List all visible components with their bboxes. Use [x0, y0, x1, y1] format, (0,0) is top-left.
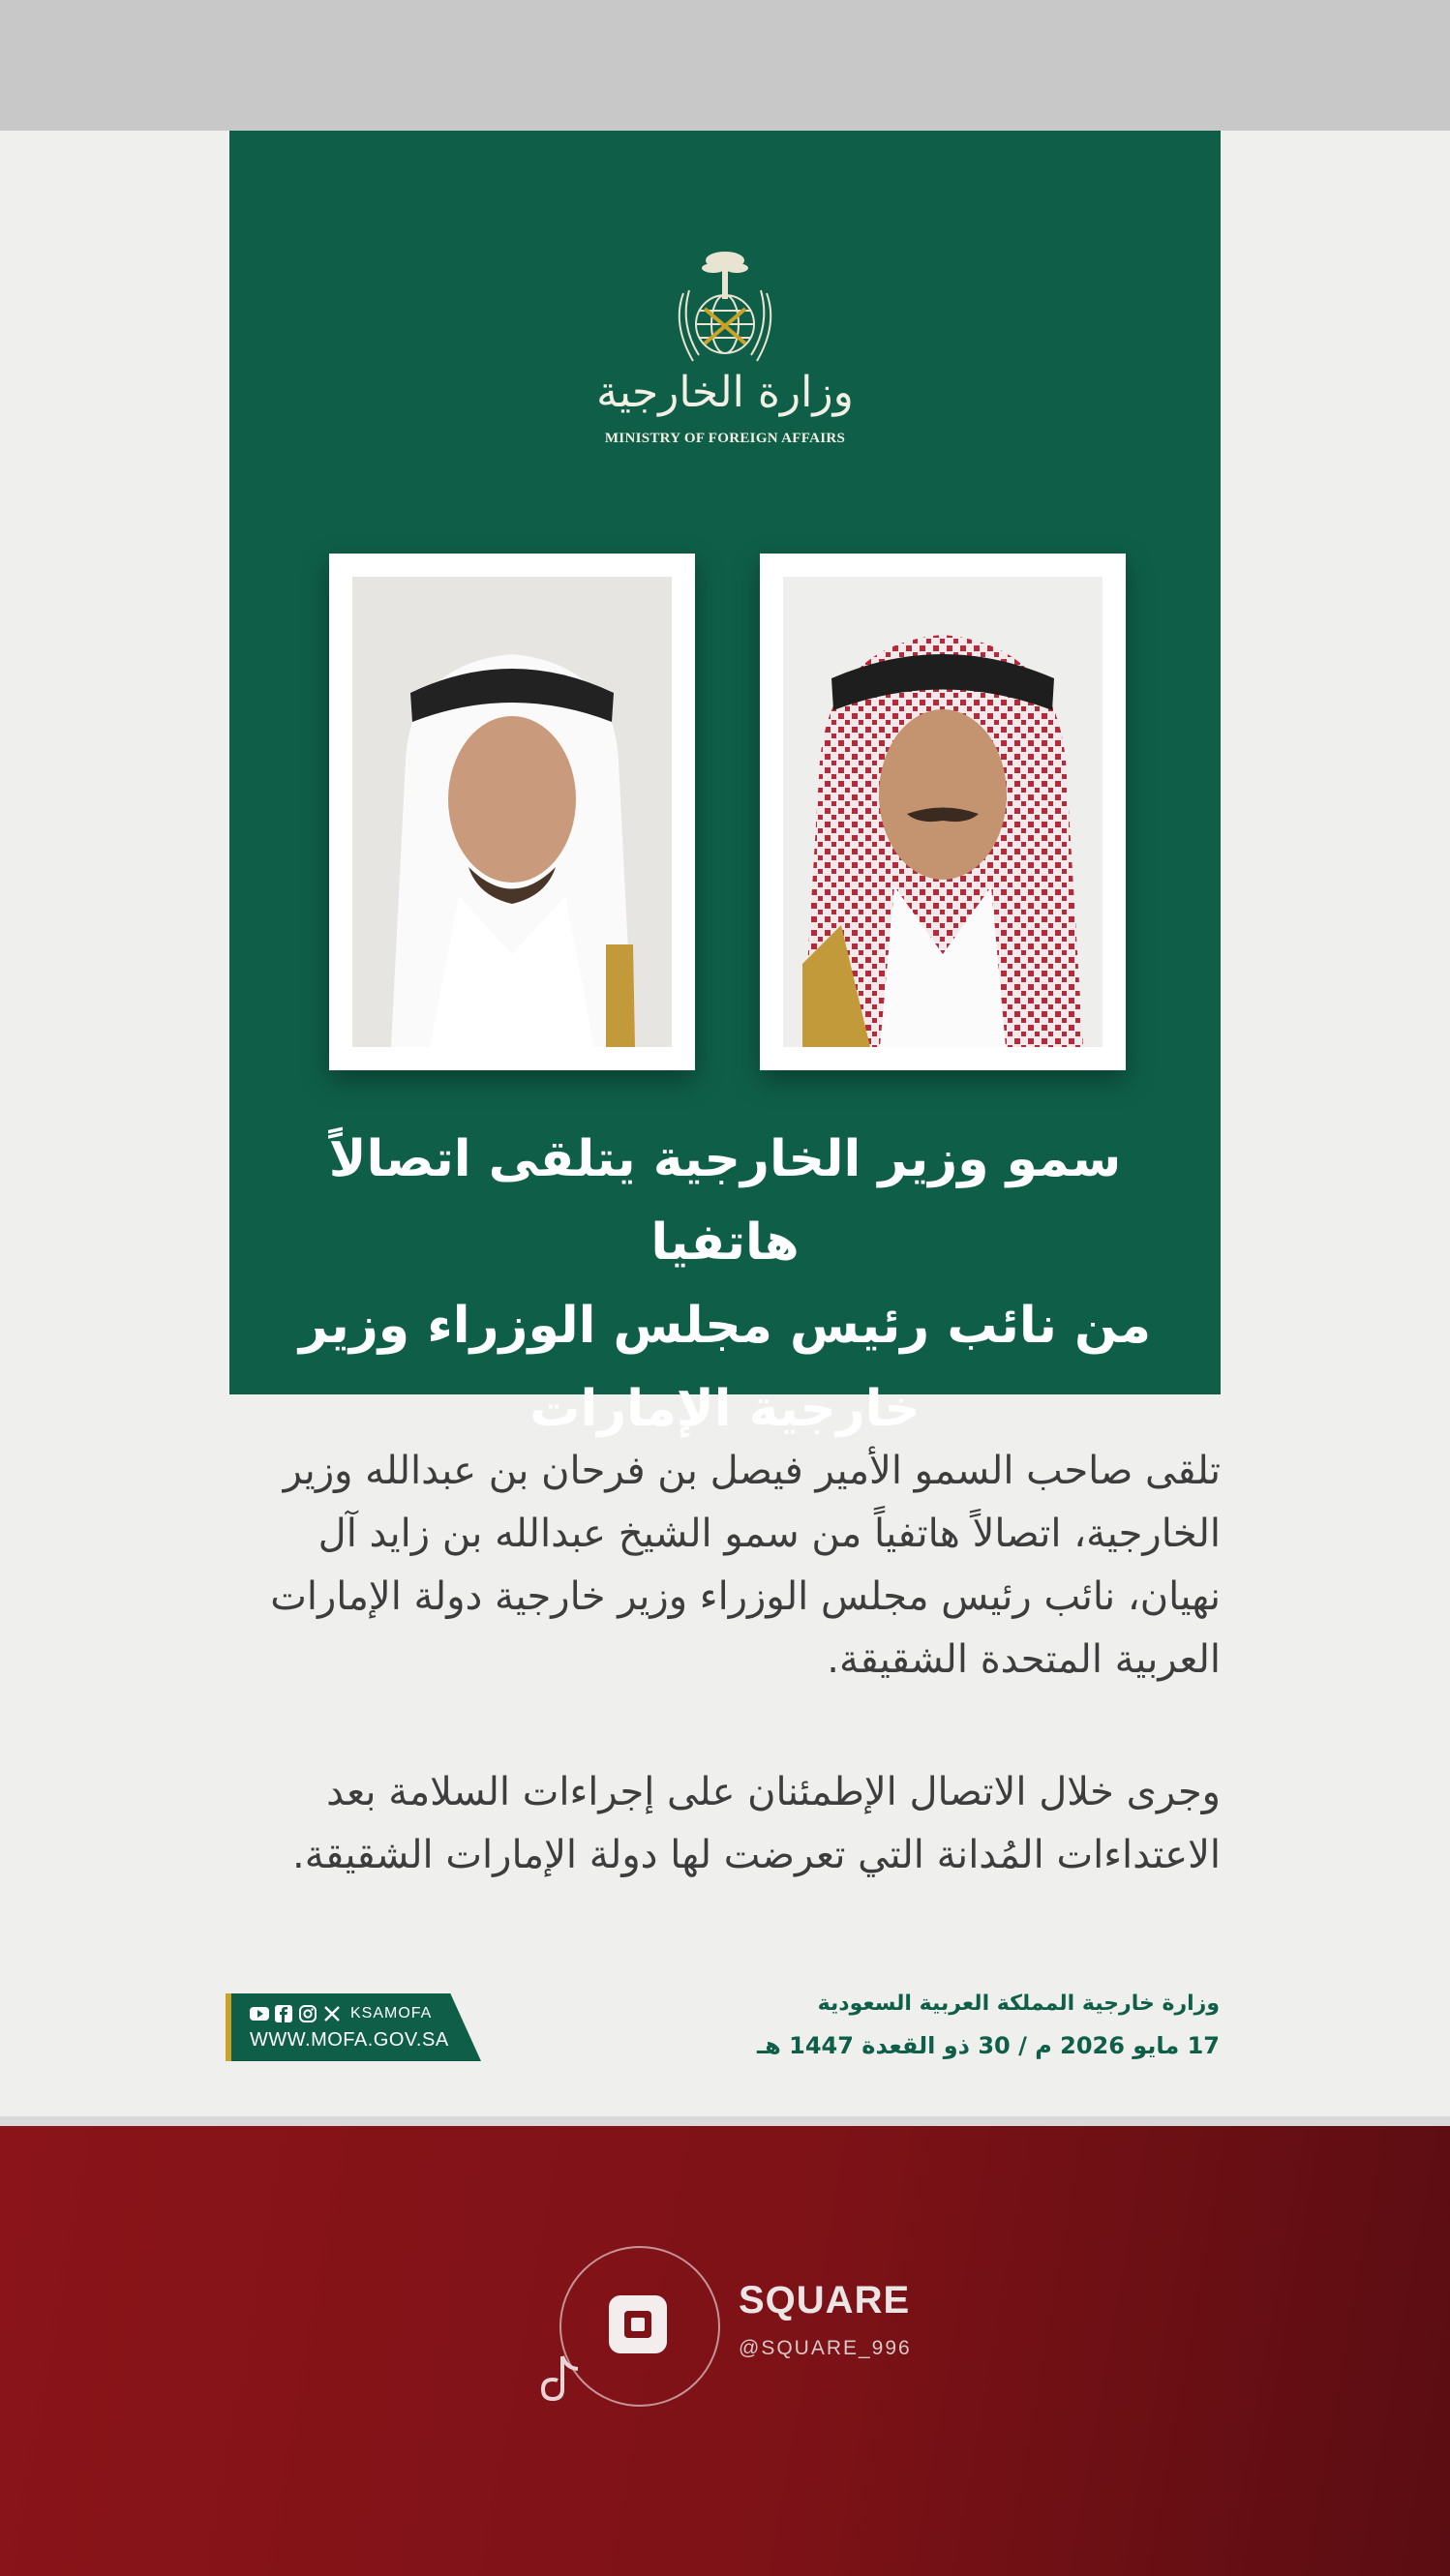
social-icons-row [250, 2002, 432, 2025]
portrait-photo [352, 577, 672, 1047]
website-link[interactable]: WWW.MOFA.GOV.SA [250, 2029, 449, 2051]
body-paragraph-2: وجرى خلال الاتصال الإطمئنان على إجراءات السلامة بعد الاعتداءات المُدانة التي تعرضت لها دولة الإمارات الشقيقة. [291, 1770, 1221, 1877]
divider [0, 2116, 1450, 2126]
x-icon[interactable] [322, 2004, 342, 2023]
ministry-emblem-icon [660, 247, 790, 373]
brand-footer [0, 2126, 1450, 2576]
brand-handle: @SQUARE_996 [739, 2337, 912, 2359]
body-paragraph-1: تلقى صاحب السمو الأمير فيصل بن فرحان بن عبدالله وزير الخارجية، اتصالاً هاتفياً من سمو الشيخ عبدالله بن زايد آل نهيان، نائب رئيس مجلس الوزراء وزير خارجية دولة الإمارات العربية المتحدة الشقيقة. [270, 1449, 1221, 1682]
portrait-frame-uae-minister [329, 554, 695, 1070]
ministry-name-arabic: وزارة الخارجية [596, 368, 854, 417]
headline [268, 1118, 1182, 1451]
brand-name: SQUARE [739, 2279, 911, 2321]
ministry-name-english: MINISTRY OF FOREIGN AFFAIRS [604, 431, 846, 446]
youtube-icon[interactable] [250, 2004, 269, 2023]
instagram-icon[interactable] [298, 2004, 317, 2023]
publication-date: 17 مايو 2026 م / 30 ذو القعدة 1447 هـ [756, 2032, 1220, 2059]
facebook-icon[interactable] [274, 2004, 293, 2023]
portrait-photo [783, 577, 1103, 1047]
top-bar [0, 0, 1450, 131]
tiktok-icon[interactable] [537, 2352, 586, 2407]
square-logo-icon[interactable] [607, 2293, 669, 2355]
headline-line: من نائب رئيس مجلس الوزراء وزير [298, 1297, 1152, 1355]
header-card [229, 131, 1221, 1438]
portrait-frame-saudi-minister [760, 554, 1126, 1070]
headline-line: خارجية الإمارات [529, 1380, 921, 1438]
headline-line: سمو وزير الخارجية يتلقى اتصالاً هاتفيا [328, 1130, 1122, 1272]
social-handle[interactable]: KSAMOFA [350, 2005, 433, 2022]
website-badge-accent [226, 1993, 231, 2061]
source-ministry: وزارة خارجية المملكة العربية السعودية [817, 1992, 1220, 2016]
